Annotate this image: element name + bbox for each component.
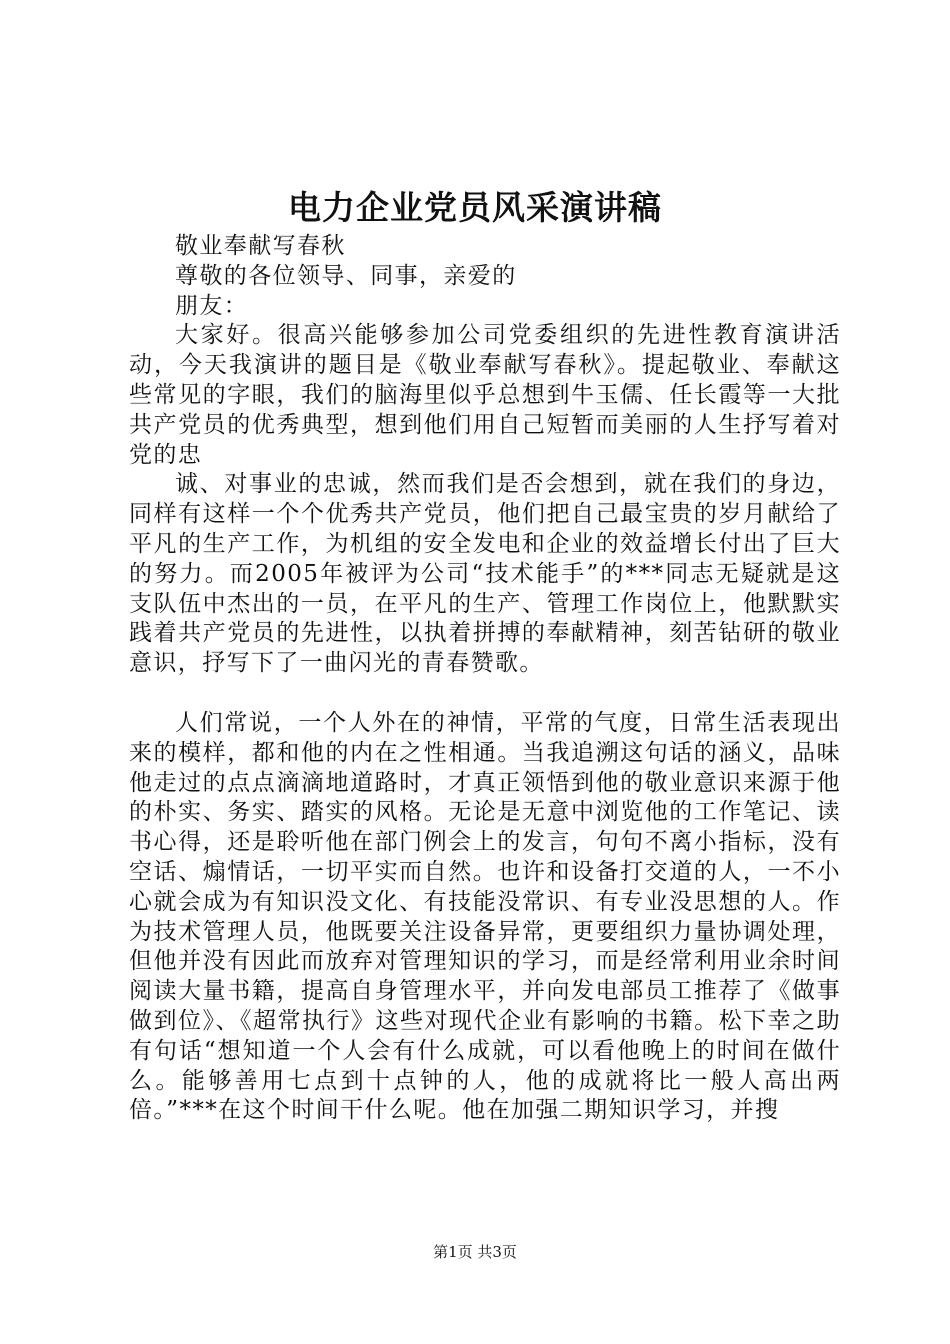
paragraph-gap: [129, 679, 841, 709]
document-body: [129, 232, 841, 1126]
body-paragraph: 人们常说，一个人外在的神情，平常的气度，日常生活表现出来的模样，都和他的内在之性相通。当我追溯这句话的涵义，品味他走过的点点滴滴地道路时，才真正领悟到他的敬业意识来源于他的朴实、务实、踏实的风格。无论是无意中浏览他的工作笔记、读书心得，还是聆听他在部门例会上的发言，句句不离小指标，没有空话、煽情话，一切平实而自然。也许和设备打交道的人，一不小心就会成为有知识没文化、有技能没常识、有专业没思想的人。作为技术管理人员，他既要关注设备异常，更要组织力量协调处理，但他并没有因此而放弃对管理知识的学习，而是经常利用业余时间阅读大量书籍，提高自身管理水平，并向发电部员工推荐了《做事做到位》、《超常执行》这些对现代企业有影响的书籍。松下幸之助有句话“想知道一个人会有什么成就，可以看他晚上的时间在做什么。能够善用七点到十点钟的人，他的成就将比一般人高出两倍。”***在这个时间干什么呢。他在加强二期知识学习，并搜: [129, 709, 841, 1124]
page-title: 电力企业党员风采演讲稿: [288, 188, 662, 227]
salutation-line: 朋友：: [175, 292, 249, 319]
salutation-line: 尊敬的各位领导、同事，亲爱的: [175, 262, 517, 289]
page-footer: 第1页 共3页: [433, 1243, 517, 1261]
body-paragraph: 诚、对事业的忠诚，然而我们是否会想到，就在我们的身边，同样有这样一个个优秀共产党员，他们把自己最宝贵的岁月献给了平凡的生产工作，为机组的安全发电和企业的效益增长付出了巨大的努力。而2005年被评为公司“技术能手”的***同志无疑就是这支队伍中杰出的一员，在平凡的生产、管理工作岗位上，他默默实践着共产党员的先进性，以执着拼搏的奉献精神，刻苦钻研的敬业意识，抒写下了一曲闪光的青春赞歌。: [129, 471, 841, 677]
body-paragraph: 大家好。很高兴能够参加公司党委组织的先进性教育演讲活动，今天我演讲的题目是《敬业奉献写春秋》。提起敬业、奉献这些常见的字眼，我们的脑海里似乎总想到牛玉儒、任长霞等一大批共产党员的优秀典型，想到他们用自己短暂而美丽的人生抒写着对党的忠: [129, 322, 841, 468]
subtitle-line: 敬业奉献写春秋: [175, 233, 346, 259]
